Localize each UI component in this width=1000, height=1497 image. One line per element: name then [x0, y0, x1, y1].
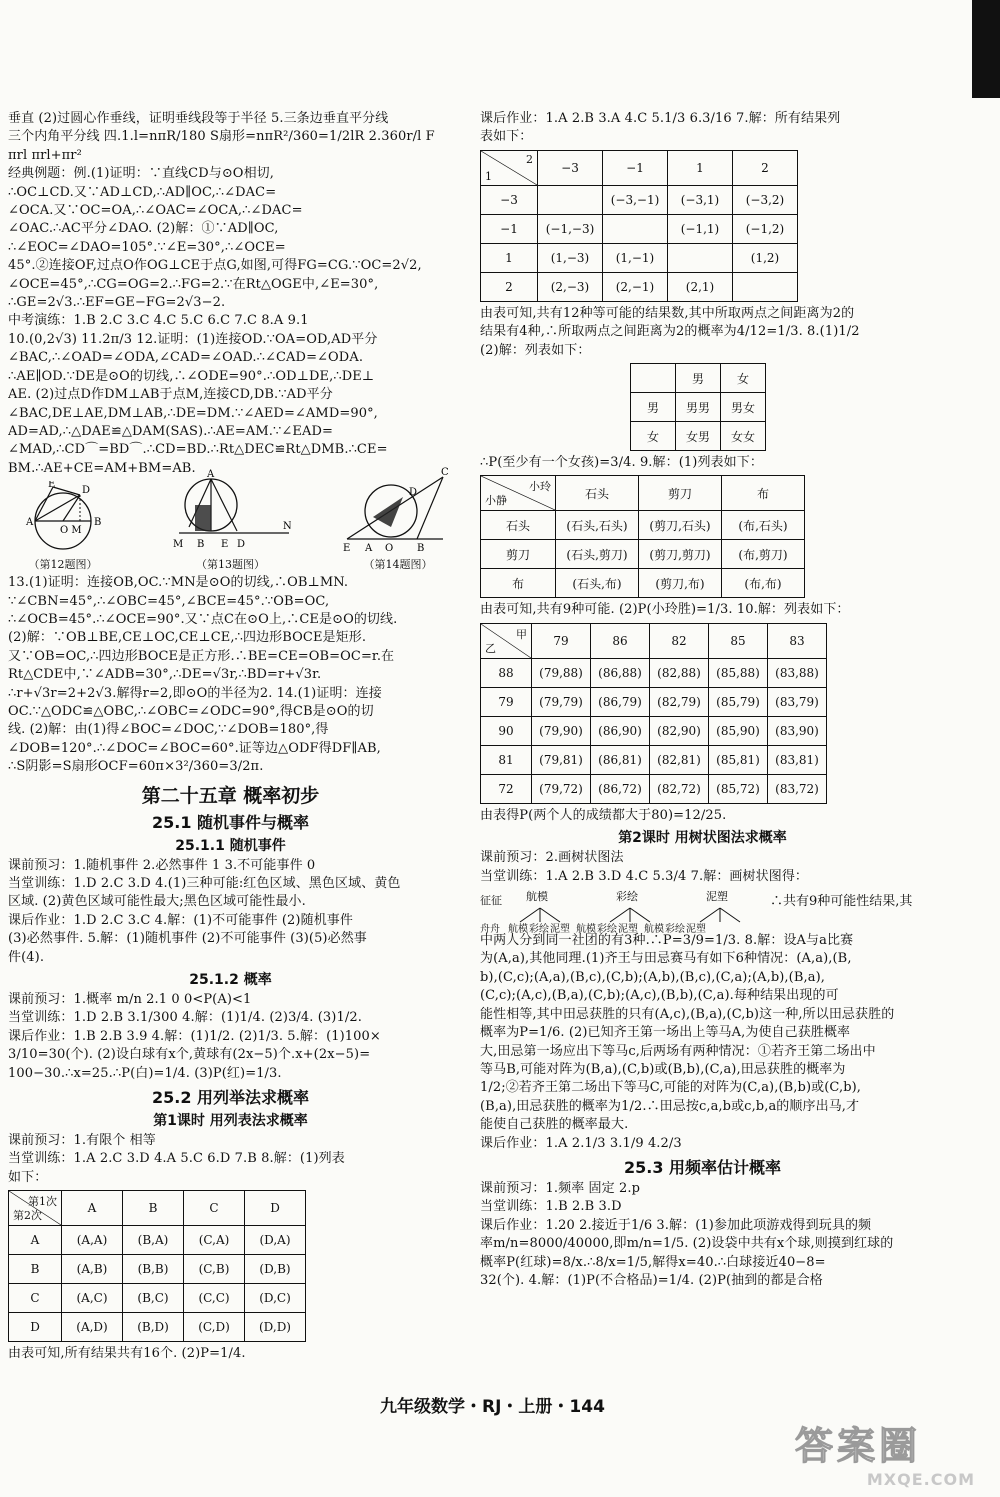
- table-cell: (D,D): [245, 1313, 306, 1342]
- answer-line: AD=AD,∴△DAE≌△DAM(SAS).∴AE=AM.∵∠EAD=: [8, 423, 333, 439]
- answer-line: 13.(1)证明：连接OB,OC.∵MN是⊙O的切线,∴OB⊥MN.: [8, 575, 349, 591]
- table-cell: (B,B): [123, 1255, 184, 1284]
- answer-line: 课前预习：1.概率 m/n 2.1 0 0<P(A)<1: [8, 992, 252, 1008]
- tree-group: 航模: [526, 890, 548, 904]
- table-corner-cell: [481, 476, 556, 511]
- table-cell: (79,72): [532, 774, 591, 803]
- answers-25-3: [480, 1180, 925, 1290]
- table-cell: (石头,剪刀): [556, 540, 639, 569]
- answer-line: 45°.②连接OF,过点O作OG⊥CE于点G,如图,可得FG=CG.∵OC=2√2,: [8, 258, 422, 274]
- table-cell: (A,C): [62, 1284, 123, 1313]
- homework-line: 课后作业：1.A 2.B 3.A 4.C 5.1/3 6.3/16 7.解：所有结果列: [480, 111, 841, 126]
- table-header-cell: 女: [721, 364, 766, 393]
- answer-line: 结果有4种,∴所取两点之间距离为2的概率为4/12=1/3. 8.(1)1/2: [480, 324, 860, 340]
- data-table: [480, 475, 805, 598]
- table-points: [480, 150, 925, 302]
- answer-line: 3/10=30(个). (2)设白球有x个,黄球有(2x−5)个.x+(2x−5)=: [8, 1047, 371, 1063]
- chapter-title: 第二十五章 概率初步: [141, 784, 320, 807]
- answer-line: 课前预习：1.频率 固定 2.p: [480, 1180, 640, 1196]
- answer-line: ∠OAC.∴AC平分∠DAO. (2)解：①∵AD∥OC,: [8, 221, 279, 237]
- table-header-cell: D: [245, 1191, 306, 1226]
- table-cell: (82,81): [650, 745, 709, 774]
- corner-top-label: 2: [526, 152, 533, 166]
- table-cell: (−1,2): [733, 214, 798, 243]
- table-header-row: [631, 364, 766, 393]
- table-header-cell: 85: [709, 623, 768, 658]
- answer-line: 能性相等,其中田忌获胜的只有(A,c),(B,a),(C,b)这一种,所以田忌获胜的: [480, 1006, 895, 1022]
- answer-line: ∴∠OCB=45°.∴∠OCE=90°.又∵点C在⊙O上,∴CE是⊙O的切线.: [8, 611, 398, 627]
- table-header-cell: [631, 364, 676, 393]
- table-cell: (79,90): [532, 716, 591, 745]
- data-table: [480, 150, 798, 302]
- table-cell: (82,90): [650, 716, 709, 745]
- table-row-header: 男: [631, 393, 676, 422]
- table-cell: 男男: [676, 393, 721, 422]
- svg-text:B: B: [196, 539, 204, 551]
- circle-diagram-14: [343, 467, 453, 553]
- tree-conclusion: ∴共有9种可能性结果,其: [770, 894, 913, 910]
- circle-diagram-13: [171, 467, 291, 553]
- answer-line: ∴GE=2√3.∴EF=GE−FG=2√3−2.: [8, 295, 226, 311]
- answer-line: 课后作业：1.B 2.B 3.9 4.解：(1)1/2. (2)1/3. 5.解：(1)100×: [8, 1028, 381, 1044]
- answer-line: AE. (2)过点D作DM⊥AB于点M,连接CD,DB.∵AD平分: [8, 387, 333, 403]
- table-cell: (D,B): [245, 1255, 306, 1284]
- corner-bottom-label: 1: [485, 169, 492, 183]
- watermark-logo: 答案圈 MXQE.COM: [795, 1424, 975, 1489]
- answer-line: 课后作业：1.D 2.C 3.C 4.解：(1)不可能事件 (2)随机事件: [8, 912, 353, 928]
- tree-root: 征征: [480, 894, 502, 908]
- table-row-header: 女: [631, 422, 676, 451]
- answer-line: 课前预习：1.有限个 相等: [8, 1133, 156, 1149]
- answer-line: 课后作业：1.20 2.接近于1/6 3.解：(1)参加此项游戏得到玩具的频: [480, 1217, 872, 1233]
- table-cell: (A,A): [62, 1226, 123, 1255]
- svg-text:E: E: [48, 481, 56, 491]
- answer-line: (3)必然事件. 5.解：(1)随机事件 (2)不可能事件 (3)(5)必然事: [8, 931, 367, 947]
- svg-text:A: A: [26, 517, 34, 529]
- corner-bottom-label: 乙: [485, 641, 496, 655]
- svg-text:D: D: [82, 485, 91, 497]
- svg-text:E: E: [343, 543, 351, 554]
- table-row-header: 1: [481, 243, 538, 272]
- answers-25-1-2: [8, 991, 453, 1083]
- table-cell: (79,81): [532, 745, 591, 774]
- tree-leaves: [480, 920, 712, 935]
- data-table: [630, 363, 766, 451]
- table-row-header: 72: [481, 774, 532, 803]
- tree-leaf: 彩绘: [665, 924, 685, 936]
- tree-diagram: [480, 886, 925, 936]
- table-cell: (A,D): [62, 1313, 123, 1342]
- subsection-heading-25-1-2: 25.1.2 概率: [189, 972, 272, 989]
- answer-line: 概率为P=1/6. (2)已知齐王第一场出上等马A,为使自己获胜概率: [480, 1025, 851, 1041]
- answer-line: 10.(0,2√3) 11.2π/3 12.证明：(1)连接OD.∵OA=OD,AD平分: [8, 331, 378, 347]
- table-cell: (−3,1): [668, 185, 733, 214]
- table-cell: (86,79): [591, 687, 650, 716]
- table-cell: (B,A): [123, 1226, 184, 1255]
- table-cell: (82,72): [650, 774, 709, 803]
- table-header-cell: B: [123, 1191, 184, 1226]
- page-footer: 九年级数学・RJ・上册・144: [380, 1397, 605, 1417]
- tree-group: 彩绘: [616, 890, 638, 904]
- table-header-cell: 男: [676, 364, 721, 393]
- answer-line: OC.∵△ODC≌△OBC,∴∠OBC=∠ODC=90°,得CB是⊙O的切: [8, 703, 374, 719]
- answer-line: 32(个). 4.解：(1)P(不合格品)=1/4. (2)P(抽到的都是合格: [480, 1272, 823, 1288]
- table-cell: (C,C): [184, 1284, 245, 1313]
- table-header-cell: −1: [603, 150, 668, 185]
- answer-line: Rt△CDE中,∵∠ADB=30°,∴DE=√3r,∴BD=r+√3r.: [8, 667, 322, 683]
- table-cell: [668, 243, 733, 272]
- answer-line: 又∵OB=OC,∴四边形BOCE是正方形.∴BE=CE=OB=OC=r.在: [8, 648, 395, 664]
- table-row: [481, 243, 798, 272]
- table-scores: [480, 623, 925, 804]
- table-row: [481, 716, 827, 745]
- table-cell: (−1,−3): [538, 214, 603, 243]
- table-header-row: [481, 150, 798, 185]
- table-row-header: 石头: [481, 511, 556, 540]
- table-header-cell: A: [62, 1191, 123, 1226]
- table-cell: [538, 185, 603, 214]
- answer-line: 中考演练：1.B 2.C 3.C 4.C 5.C 6.C 7.C 8.A 9.1: [8, 313, 309, 329]
- answer-line: ∠OCE=45°,∴CG=OG=2.∴FG=2.∵在Rt△OGE中,∠E=30°,: [8, 276, 379, 292]
- answer-line: 线. (2)解：由(1)得∠BOC=∠DOC,∵∠DOB=180°,得: [8, 722, 329, 738]
- table-cell: (1,−3): [538, 243, 603, 272]
- table-row-header: 90: [481, 716, 532, 745]
- table-row: [481, 658, 827, 687]
- answers-block-13-14: [8, 574, 453, 776]
- table-cell: (B,C): [123, 1284, 184, 1313]
- answer-line: 为(A,a),其他同理.(1)齐王与田忌赛马有如下6种情况：(A,a),(B,: [480, 951, 852, 967]
- answer-line: ∵∠CBN=45°,∴∠OBC=45°,∠BCE=45°.∵OB=OC,: [8, 593, 330, 609]
- tree-leaf: 彩绘: [529, 924, 549, 936]
- section-heading-25-2: 25.2 用列举法求概率: [151, 1088, 310, 1108]
- table-row: [481, 214, 798, 243]
- table-header-cell: 石头: [556, 476, 639, 511]
- table-header-cell: 剪刀: [639, 476, 722, 511]
- answer-line: 由表可知,共有12种等可能的结果数,其中所取两点之间距离为2的: [480, 305, 855, 321]
- table-header-row: [481, 476, 805, 511]
- table-row-header: 88: [481, 658, 532, 687]
- lesson-heading-2: 第2课时 用树状图法求概率: [618, 830, 787, 847]
- table-cell: (剪刀,布): [639, 569, 722, 598]
- table-cell: (−3,2): [733, 185, 798, 214]
- table-corner-cell: [481, 150, 538, 185]
- answer-line: BM.∴AE+CE=AM+BM=AB.: [8, 460, 196, 476]
- table-row-header: B: [9, 1255, 62, 1284]
- table-cell: (82,88): [650, 658, 709, 687]
- answer-line: 率m/n=8000/40000,即m/n=1/5. (2)设袋中共有x个球,则摸到红球的: [480, 1236, 894, 1252]
- table-header-cell: −3: [538, 150, 603, 185]
- table-cell: (86,88): [591, 658, 650, 687]
- answer-line: b),(C,c);(A,a),(B,c),(C,b);(A,b),(B,c),(C,a);(A,b),(B,a),: [480, 969, 825, 985]
- table-header-cell: 86: [591, 623, 650, 658]
- table-row-header: A: [9, 1226, 62, 1255]
- svg-text:E: E: [220, 539, 228, 551]
- table-row: [481, 687, 827, 716]
- table-cell: (86,81): [591, 745, 650, 774]
- answer-line: ∴AE∥OD.∵DE是⊙O的切线,∴∠ODE=90°.∴OD⊥DE,∴DE⊥: [8, 368, 375, 384]
- svg-text:C: C: [441, 467, 449, 479]
- table-row-header: C: [9, 1284, 62, 1313]
- tree-leaf: 泥塑: [618, 924, 638, 936]
- table-cell: (剪刀,剪刀): [639, 540, 722, 569]
- table-header-cell: 1: [668, 150, 733, 185]
- table-cell: (−1,1): [668, 214, 733, 243]
- table-cell: (85,72): [709, 774, 768, 803]
- table-header-cell: 82: [650, 623, 709, 658]
- subsection-heading-25-1-1: 25.1.1 随机事件: [175, 837, 286, 854]
- tree-group: 泥塑: [706, 890, 728, 904]
- figure-13: [171, 467, 291, 572]
- table-row: [481, 540, 805, 569]
- tree-leaf: 航模: [644, 924, 664, 936]
- answer-line: ∠MAD,∴CD⌒=BD⌒.∴CD=BD.∴Rt△DEC≌Rt△DMB.∴CE=: [8, 442, 388, 458]
- figure-14: [343, 467, 453, 572]
- table-row-header: 79: [481, 687, 532, 716]
- answer-line: ∠OCA.又∵OC=OA,∴∠OAC=∠OCA,∴∠DAC=: [8, 203, 303, 219]
- table1-conclusion: 由表可知,所有结果共有16个. (2)P=1/4.: [8, 1346, 246, 1362]
- tree-leaf: 彩绘: [597, 924, 617, 936]
- right-column: [480, 110, 925, 1290]
- table-row-header: 剪刀: [481, 540, 556, 569]
- table-cell: (85,81): [709, 745, 768, 774]
- table-cell: (D,A): [245, 1226, 306, 1255]
- answer-line: 垂直 (2)过圆心作垂线，证明垂线段等于半径 5.三条边垂直平分线: [8, 111, 389, 126]
- answer-line: (C,c);(A,c),(B,a),(C,b);(A,c),(B,b),(C,a).每种结果出现的可: [480, 988, 839, 1004]
- table-cell: [733, 272, 798, 301]
- table-row-header: 81: [481, 745, 532, 774]
- table-row: [9, 1284, 306, 1313]
- svg-text:B: B: [417, 543, 425, 554]
- tree-leaf: 航模: [508, 924, 528, 936]
- figure-12: [8, 481, 118, 572]
- table-cell: [603, 214, 668, 243]
- table-cell: (86,72): [591, 774, 650, 803]
- corner-top-label: 小玲: [529, 480, 551, 494]
- answer-line: 如下：: [8, 1169, 48, 1185]
- table-cell: (2,−1): [603, 272, 668, 301]
- table-header-cell: 79: [532, 623, 591, 658]
- answer-line: ∴r+√3r=2+2√3.解得r=2,即⊙O的半径为2. 14.(1)证明：连接: [8, 685, 382, 701]
- table-row: [9, 1226, 306, 1255]
- homework-line-2: 表如下：: [480, 129, 533, 145]
- table-row: [481, 272, 798, 301]
- table-cell: (83,72): [768, 774, 827, 803]
- table-cell: (85,90): [709, 716, 768, 745]
- table-row: [481, 569, 805, 598]
- answer-line: 1/2;②若齐王第二场出下等马C,可能的对阵为(C,a),(B,b)或(C,b),: [480, 1080, 862, 1096]
- answers-25-1-1: [8, 857, 453, 967]
- table-cell: (83,79): [768, 687, 827, 716]
- answers-25-2-lesson-1: [8, 1132, 453, 1187]
- table2-conclusion: [480, 305, 925, 360]
- answer-line: 中两人分到同一社团的有3种.∴P=3/9=1/3. 8.解：设A与a比赛: [480, 933, 854, 949]
- svg-text:M: M: [172, 539, 183, 551]
- table-cell: (2,−3): [538, 272, 603, 301]
- corner-top-label: 第1次: [28, 1195, 57, 1209]
- tree-leaf: 泥塑: [686, 924, 706, 936]
- table-row-header: 布: [481, 569, 556, 598]
- table-cell: (C,D): [184, 1313, 245, 1342]
- table-cell: (1,−1): [603, 243, 668, 272]
- answer-line: ∠DOB=120°.∴∠DOC=∠BOC=60°.证等边△ODF得DF∥AB,: [8, 740, 381, 756]
- answer-line: 能使自己获胜的概率最大.: [480, 1117, 629, 1133]
- section-heading-25-1: 25.1 随机事件与概率: [151, 812, 310, 832]
- answer-line: ∠BAC,DE⊥AE,DM⊥AB,∴DE=DM.∵∠AED=∠AMD=90°,: [8, 405, 378, 421]
- table-cell: (布,剪刀): [722, 540, 805, 569]
- table-children: [630, 363, 925, 451]
- svg-text:D: D: [236, 539, 245, 551]
- table-cell: 男女: [721, 393, 766, 422]
- table-row: [481, 185, 798, 214]
- answer-line: ∠BAC,∴∠OAD=∠ODA,∠CAD=∠OAD.∴∠CAD=∠ODA.: [8, 350, 364, 366]
- page-edge-tab: [972, 0, 1000, 98]
- corner-top-label: 甲: [516, 627, 527, 641]
- answer-line: 课前预习：1.随机事件 2.必然事件 1 3.不可能事件 0: [8, 857, 316, 873]
- answer-line: ∴S阴影=S扇形OCF=60π×3²/360=3/2π.: [8, 759, 264, 775]
- table-cell: (石头,布): [556, 569, 639, 598]
- answer-line: 等马B,可能对阵为(B,a),(C,b)或(B,b),(C,a),田忌获胜的概率为: [480, 1061, 846, 1077]
- table-cell: (A,B): [62, 1255, 123, 1284]
- table-row-header: D: [9, 1313, 62, 1342]
- table-cell: (82,79): [650, 687, 709, 716]
- answer-line: 课前预习：2.画树状图法: [480, 850, 624, 866]
- answer-line: 当堂训练：1.A 2.C 3.D 4.A 5.C 6.D 7.B 8.解：(1)列表: [8, 1151, 345, 1167]
- table-cell: (86,90): [591, 716, 650, 745]
- answer-line: 三个内角平分线 四.1.l=nπR/180 S扇形=nπR²/360=1/2lR 2.360r/l F: [8, 129, 435, 145]
- answer-line: 当堂训练：1.D 2.B 3.1/300 4.解：(1)1/4. (2)3/4. (3)1/2.: [8, 1010, 362, 1026]
- answer-line: 概率P(红球)=8/x.∴8/x=1/5,解得x=40.∴白球接近40−8=: [480, 1254, 826, 1270]
- table-cell: (83,88): [768, 658, 827, 687]
- answer-line: πrl πrl+πr²: [8, 147, 82, 163]
- table-cell: (D,C): [245, 1284, 306, 1313]
- svg-text:A: A: [206, 469, 214, 481]
- answer-line: ∴∠EOC=∠DAO=105°.∵∠E=30°,∴∠OCE=: [8, 239, 286, 255]
- table-header-cell: C: [184, 1191, 245, 1226]
- section-heading-25-3: 25.3 用频率估计概率: [623, 1157, 782, 1177]
- svg-text:O M: O M: [60, 525, 82, 537]
- left-column: [8, 110, 453, 1364]
- table-row: [631, 393, 766, 422]
- table-row-header: −1: [481, 214, 538, 243]
- tree-leaf: 泥塑: [550, 924, 570, 936]
- answer-line: (2)解：∵OB⊥BE,CE⊥OC,CE⊥CE,∴四边形BOCE是矩形.: [8, 630, 367, 646]
- table-row-header: 2: [481, 272, 538, 301]
- answer-line: (B,a),田忌获胜的概率为1/2.∴田忌按c,a,b或c,b,a的顺序出马,才: [480, 1098, 860, 1114]
- table5-conclusion: 由表得P(两个人的成绩都大于80)=12/25.: [480, 807, 727, 823]
- table-cell: (石头,石头): [556, 511, 639, 540]
- table-corner-cell: [481, 623, 532, 658]
- data-table: [8, 1190, 306, 1342]
- corner-bottom-label: 第2次: [13, 1209, 42, 1223]
- answer-line: 件(4).: [8, 949, 45, 965]
- table-cell: (85,79): [709, 687, 768, 716]
- table-header-cell: 2: [733, 150, 798, 185]
- table-row: [9, 1255, 306, 1284]
- table-draws: [8, 1190, 453, 1342]
- table-cell: (83,90): [768, 716, 827, 745]
- table-cell: (剪刀,石头): [639, 511, 722, 540]
- table-row: [481, 774, 827, 803]
- table-rock-paper-scissors: [480, 475, 925, 598]
- table-corner-cell: [9, 1191, 62, 1226]
- answer-line: (2)解：列表如下：: [480, 342, 591, 358]
- table-row: [631, 422, 766, 451]
- svg-text:N: N: [282, 521, 291, 533]
- figure-12-caption: （第12题图）: [28, 558, 98, 572]
- table-row: [481, 745, 827, 774]
- table-row-header: −3: [481, 185, 538, 214]
- table-cell: (85,88): [709, 658, 768, 687]
- table-cell: (1,2): [733, 243, 798, 272]
- svg-text:D: D: [409, 487, 418, 499]
- table-cell: (B,D): [123, 1313, 184, 1342]
- table-row: [9, 1313, 306, 1342]
- answer-line: 大,田忌第一场应出下等马c,后两场有两种情况：①若齐王第二场出中: [480, 1043, 876, 1059]
- table-cell: (2,1): [668, 272, 733, 301]
- circle-diagram-12: [8, 481, 118, 553]
- table-cell: (C,B): [184, 1255, 245, 1284]
- tree-left-label: 舟舟: [480, 924, 500, 936]
- table-cell: (C,A): [184, 1226, 245, 1255]
- table-cell: (布,石头): [722, 511, 805, 540]
- table-cell: (−3,−1): [603, 185, 668, 214]
- answers-lesson-2a: [480, 849, 925, 886]
- figure-14-caption: （第14题图）: [363, 558, 433, 572]
- data-table: [480, 623, 827, 804]
- svg-text:A: A: [365, 543, 373, 554]
- table-cell: (79,79): [532, 687, 591, 716]
- answers-lesson-2b: [480, 932, 925, 1153]
- answers-block-24: [8, 110, 453, 481]
- figure-13-caption: （第13题图）: [196, 558, 265, 572]
- table-header-cell: 83: [768, 623, 827, 658]
- table-cell: (布,布): [722, 569, 805, 598]
- answer-line: 当堂训练：1.D 2.C 3.D 4.(1)三种可能:红色区域、黑色区域、黄色: [8, 876, 401, 891]
- svg-text:B: B: [94, 517, 102, 529]
- table-cell: (79,88): [532, 658, 591, 687]
- table-cell: 女男: [676, 422, 721, 451]
- table-cell: (83,81): [768, 745, 827, 774]
- answer-line: 100−30.∴x=25.∴P(白)=1/4. (3)P(红)=1/3.: [8, 1065, 282, 1081]
- table-header-row: [9, 1191, 306, 1226]
- answer-line: 课后作业：1.A 2.1/3 3.1/9 4.2/3: [480, 1135, 682, 1151]
- corner-bottom-label: 小静: [485, 494, 507, 508]
- answer-line: 当堂训练：1.A 2.B 3.D 4.C 5.3/4 7.解：画树状图得：: [480, 868, 809, 884]
- answer-line: 经典例题：例.(1)证明：∵直线CD与⊙O相切,: [8, 166, 274, 182]
- table3-conclusion: ∴P(至少有一个女孩)=3/4. 9.解：(1)列表如下：: [480, 455, 763, 471]
- svg-text:O: O: [385, 543, 394, 554]
- tree-leaf: 航模: [576, 924, 596, 936]
- answer-line: 区域. (2)黄色区域可能性最大;黑色区域可能性最小.: [8, 894, 306, 910]
- table-cell: 女女: [721, 422, 766, 451]
- answer-line: ∴OC⊥CD.又∵AD⊥CD,∴AD∥OC,∴∠DAC=: [8, 184, 277, 200]
- table-row: [481, 511, 805, 540]
- lesson-heading-1: 第1课时 用列表法求概率: [153, 1113, 308, 1130]
- answer-line: 当堂训练：1.B 2.B 3.D: [480, 1199, 622, 1215]
- table4-conclusion: 由表可知,共有9种可能. (2)P(小玲胜)=1/3. 10.解：列表如下：: [480, 602, 850, 618]
- table-header-cell: 布: [722, 476, 805, 511]
- table-header-row: [481, 623, 827, 658]
